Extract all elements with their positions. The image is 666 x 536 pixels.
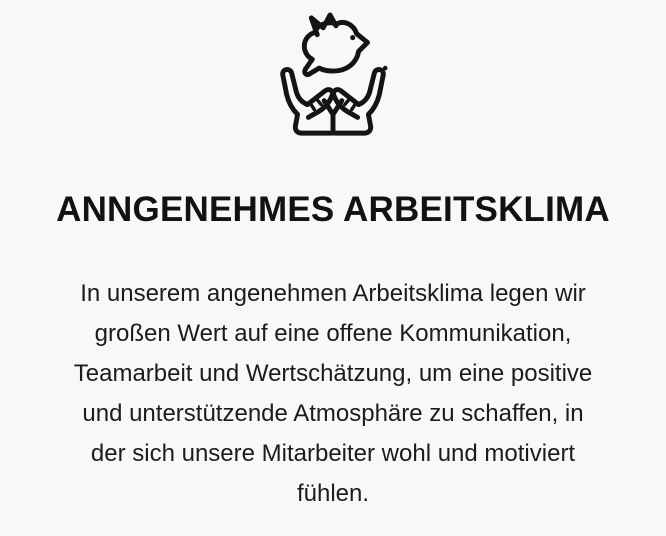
dove-in-hands-icon-svg (268, 12, 398, 142)
section-paragraph (74, 274, 593, 514)
paragraph-line: großen Wert auf eine offene Kommunikation, (94, 320, 572, 347)
paragraph-line: fühlen. (296, 480, 370, 507)
paragraph-line: Teamarbeit und Wertschätzung, um eine positive (73, 360, 593, 387)
paragraph-line: der sich unsere Mitarbeiter wohl und motiviert (90, 440, 576, 467)
dove-in-hands-icon (268, 12, 398, 142)
paragraph-line: und unterstützende Atmosphäre zu schaffen, in (82, 400, 584, 427)
section-heading: ANNGENEHMES ARBEITSKLIMA (56, 190, 610, 229)
paragraph-line: In unserem angenehmen Arbeitsklima legen wir (80, 280, 586, 307)
